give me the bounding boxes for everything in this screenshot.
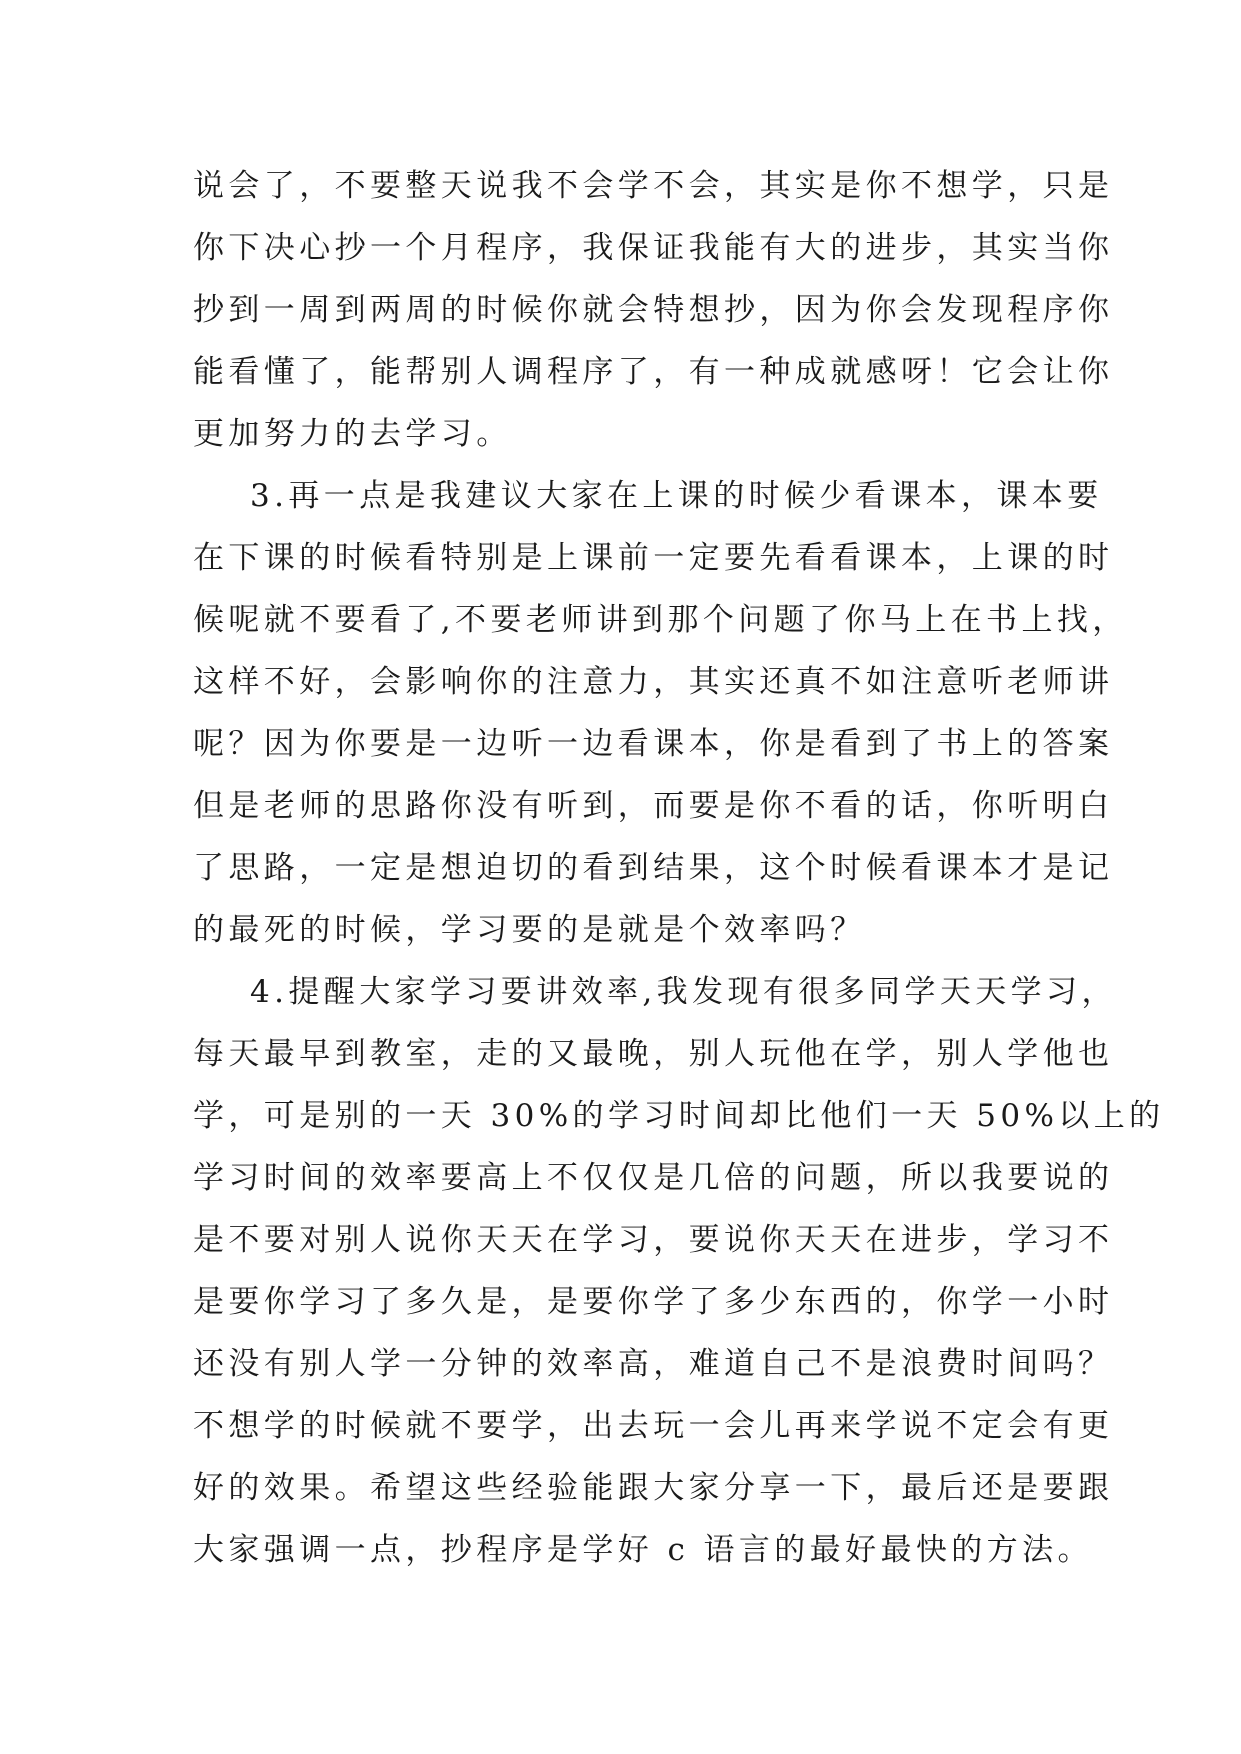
text-line: 候呢就不要看了,不要老师讲到那个问题了你马上在书上找，	[193, 602, 1128, 638]
text-line: 但是老师的思路你没有听到，而要是你不看的话，你听明白	[193, 788, 1114, 824]
text-line: 说会了，不要整天说我不会学不会，其实是你不想学，只是	[193, 168, 1114, 204]
text-line: 抄到一周到两周的时候你就会特想抄，因为你会发现程序你	[193, 292, 1114, 328]
text-line: 更加努力的去学习。	[193, 416, 512, 452]
text-line: 了思路，一定是想迫切的看到结果，这个时候看课本才是记	[193, 850, 1114, 886]
text-line: 好的效果。希望这些经验能跟大家分享一下，最后还是要跟	[193, 1470, 1114, 1506]
text-line: 学习时间的效率要高上不仅仅是几倍的问题，所以我要说的	[193, 1160, 1114, 1196]
text-line: 3.再一点是我建议大家在上课的时候少看课本，课本要	[193, 478, 1103, 514]
text-line: 还没有别人学一分钟的效率高，难道自己不是浪费时间吗？	[193, 1346, 1114, 1382]
text-line: 你下决心抄一个月程序，我保证我能有大的进步，其实当你	[193, 230, 1114, 266]
text-line: 的最死的时候，学习要的是就是个效率吗？	[193, 912, 866, 948]
text-line: 4.提醒大家学习要讲效率,我发现有很多同学天天学习，	[193, 974, 1117, 1010]
text-line: 不想学的时候就不要学，出去玩一会儿再来学说不定会有更	[193, 1408, 1114, 1444]
text-line: 学，可是别的一天 30%的学习时间却比他们一天 50%以上的	[193, 1098, 1165, 1134]
text-line: 这样不好，会影响你的注意力，其实还真不如注意听老师讲	[193, 664, 1114, 700]
text-line: 在下课的时候看特别是上课前一定要先看看课本，上课的时	[193, 540, 1114, 576]
text-line: 呢？因为你要是一边听一边看课本，你是看到了书上的答案	[193, 726, 1114, 762]
text-line: 是要你学习了多久是，是要你学了多少东西的，你学一小时	[193, 1284, 1114, 1320]
body-text	[193, 155, 1165, 1581]
text-line: 能看懂了，能帮别人调程序了，有一种成就感呀！它会让你	[193, 354, 1114, 390]
text-line: 是不要对别人说你天天在学习，要说你天天在进步，学习不	[193, 1222, 1114, 1258]
text-line: 大家强调一点，抄程序是学好 c 语言的最好最快的方法。	[193, 1532, 1093, 1568]
text-line: 每天最早到教室，走的又最晚，别人玩他在学，别人学他也	[193, 1036, 1114, 1072]
